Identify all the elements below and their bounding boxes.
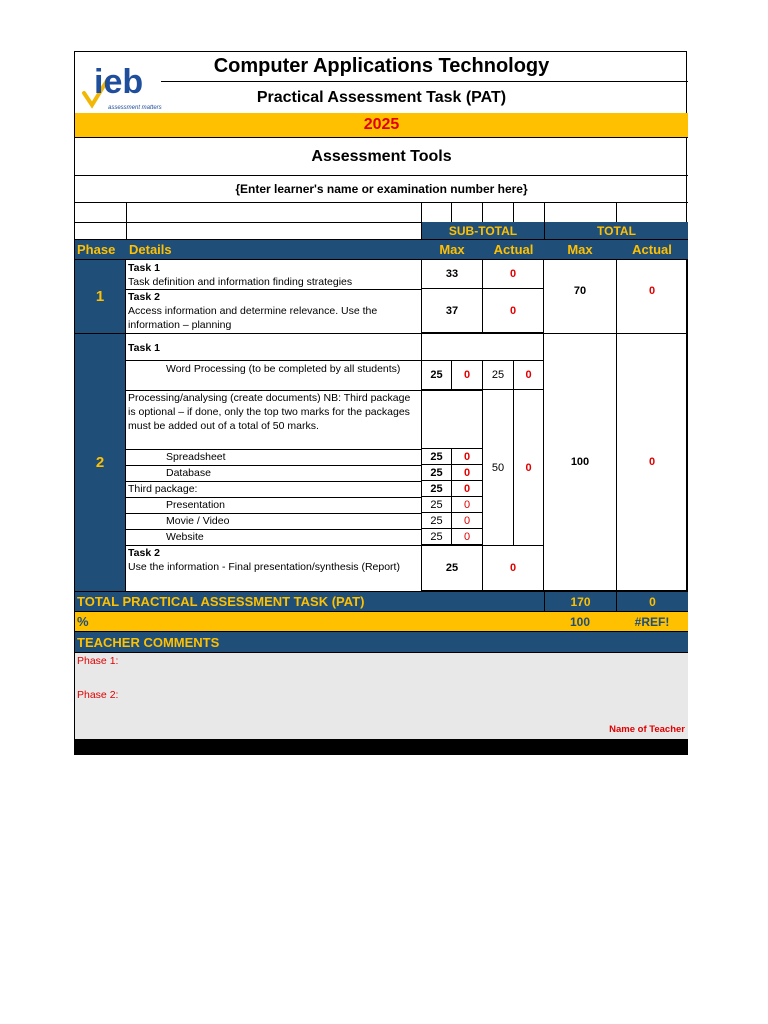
processing-note: Processing/analysing (create documents) NB: Third package is optional – if done, only the top two marks for the packages must be added out of a total of 50 marks.: [126, 390, 421, 449]
presentation-max: 25: [421, 496, 452, 513]
spreadsheet-actual[interactable]: 0: [451, 448, 483, 465]
phase1-total-actual[interactable]: 0: [616, 259, 688, 334]
page-title: Computer Applications Technology: [213, 55, 550, 77]
page-subtitle: Practical Assessment Task (PAT): [256, 88, 507, 106]
phase2-total-actual[interactable]: 0: [616, 333, 688, 591]
ieb-logo: [78, 55, 164, 111]
spreadsheet-max: 25: [421, 448, 452, 465]
total-actual-header: Actual: [632, 242, 672, 257]
assessment-sheet: [74, 51, 687, 755]
percent-row: [75, 611, 688, 631]
percent-max: 100: [569, 614, 591, 629]
phase2-task2-details: [126, 545, 421, 591]
details-column-header: Details: [129, 242, 172, 257]
phase2-task2-max: 25: [421, 545, 483, 591]
movie-video-actual[interactable]: 0: [451, 512, 483, 529]
section-title: Assessment Tools: [75, 137, 688, 175]
phase-2-label: 2: [75, 333, 126, 591]
packages-subtotal-actual[interactable]: 0: [513, 389, 544, 546]
phase1-total-max: 70: [543, 259, 617, 334]
website-label: Website: [126, 529, 421, 545]
phase-1-label: 1: [75, 259, 126, 333]
phase2-task2-desc: Use the information - Final presentation/synthesis (Report): [128, 561, 400, 573]
phase2-total-max: 100: [543, 333, 617, 591]
teacher-comments-box[interactable]: [75, 652, 688, 739]
phase1-task1-desc: Task definition and information finding strategies: [128, 276, 353, 288]
phase2-task2-title: Task 2: [128, 547, 160, 559]
grand-total-row: [75, 591, 688, 611]
spacer-row: [75, 203, 688, 222]
wp-actual[interactable]: 0: [451, 360, 483, 390]
phase2-comment-label: Phase 2:: [77, 689, 119, 701]
third-package-max: 25: [421, 480, 452, 497]
phase1-task2-max: 37: [421, 288, 483, 333]
phase2-task2-actual[interactable]: 0: [482, 545, 544, 591]
phase2-task1-title: Task 1: [126, 333, 421, 361]
movie-video-max: 25: [421, 512, 452, 529]
logo-tagline: assessment matters: [108, 105, 162, 111]
learner-name-field[interactable]: {Enter learner's name or examination number here}: [75, 175, 688, 203]
subtotal-header: SUB-TOTAL: [421, 222, 544, 239]
phase1-task1-max: 33: [421, 259, 483, 289]
third-package-actual[interactable]: 0: [451, 480, 483, 497]
grand-total-actual: 0: [616, 592, 688, 611]
packages-subtotal-max: 50: [482, 389, 514, 546]
movie-video-label: Movie / Video: [126, 513, 421, 529]
grand-total-label: TOTAL PRACTICAL ASSESSMENT TASK (PAT): [77, 594, 365, 609]
wp-subtotal-actual[interactable]: 0: [513, 360, 544, 390]
phase1-task2-details: [126, 289, 421, 333]
phase-column-header: Phase: [77, 242, 116, 257]
phase1-task2-title: Task 2: [128, 291, 160, 303]
phase1-task1-details: [126, 259, 421, 289]
website-actual[interactable]: 0: [451, 528, 483, 545]
presentation-actual[interactable]: 0: [451, 496, 483, 513]
total-max-header: Max: [567, 242, 593, 257]
phase1-task2-actual[interactable]: 0: [482, 288, 544, 333]
database-label: Database: [126, 465, 421, 481]
column-header-row: [75, 239, 688, 259]
subtotal-max-header: Max: [439, 242, 465, 257]
logo-wordmark: ieb: [94, 63, 144, 101]
wp-subtotal-max: 25: [482, 360, 514, 390]
spreadsheet-label: Spreadsheet: [126, 449, 421, 465]
total-header: TOTAL: [544, 222, 688, 239]
database-actual[interactable]: 0: [451, 464, 483, 481]
phase1-comment-label: Phase 1:: [77, 655, 119, 667]
teacher-name-label: Name of Teacher: [609, 724, 685, 735]
phase1-task1-actual[interactable]: 0: [482, 259, 544, 289]
percent-label: %: [77, 614, 89, 629]
percent-actual: #REF!: [634, 614, 670, 629]
wp-max: 25: [421, 360, 452, 390]
footer-bar: [75, 739, 688, 755]
database-max: 25: [421, 464, 452, 481]
third-package-label: Third package:: [126, 481, 421, 497]
grand-total-max: 170: [544, 592, 616, 611]
word-processing-label: Word Processing (to be completed by all students): [126, 360, 421, 390]
website-max: 25: [421, 528, 452, 545]
subtotal-actual-header: Actual: [493, 242, 534, 257]
teacher-comments-heading: TEACHER COMMENTS: [75, 631, 688, 652]
presentation-label: Presentation: [126, 497, 421, 513]
phase1-task2-desc: Access information and determine relevance. Use the information – planning: [128, 305, 378, 331]
phase1-task1-title: Task 1: [128, 262, 160, 274]
year-banner: 2025: [75, 113, 688, 137]
ieb-logo-icon: [78, 55, 164, 111]
